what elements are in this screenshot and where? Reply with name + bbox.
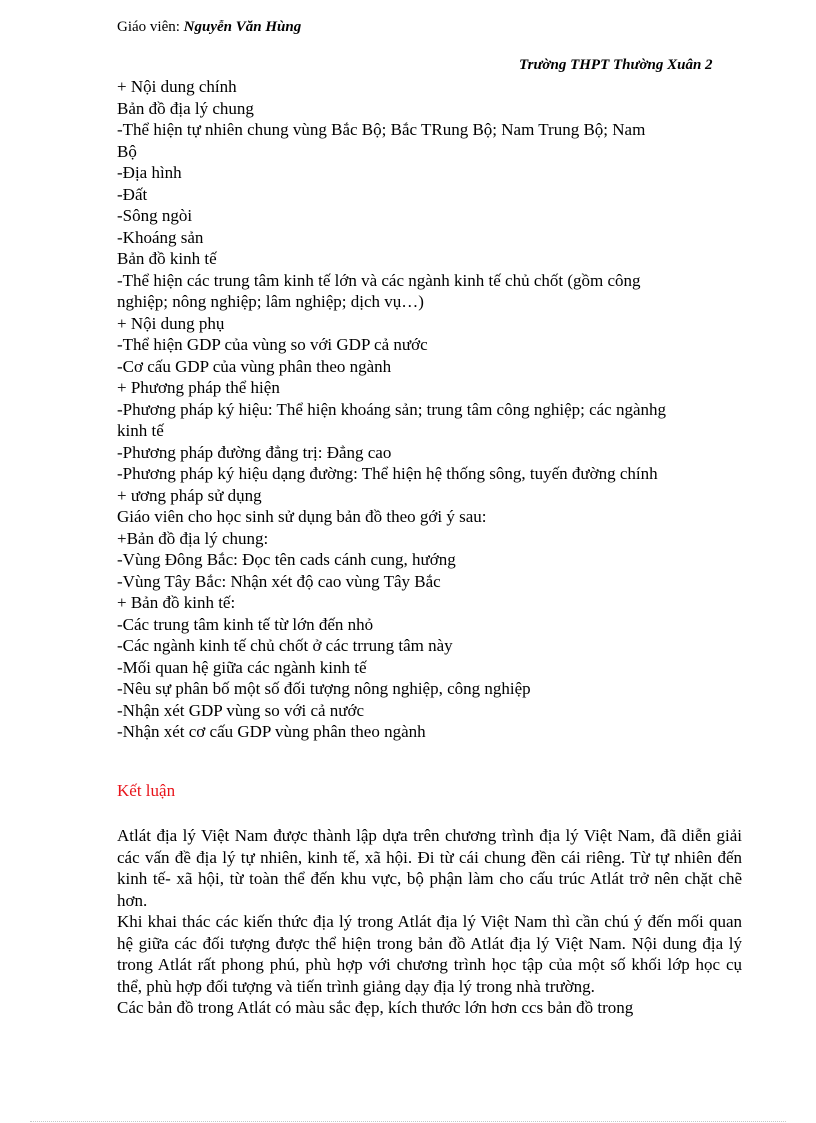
line-3: -Thể hiện tự nhiên chung vùng Bắc Bộ; Bắc TRung Bộ; Nam Trung Bộ; Nam bbox=[117, 120, 646, 139]
conclusion-paragraph-3: Các bản đồ trong Atlát có màu sắc đẹp, kích thước lớn hơn ccs bản đồ trong bbox=[117, 998, 634, 1017]
line-4: Bộ bbox=[117, 141, 137, 161]
line-15: + Phương pháp thể hiện bbox=[117, 378, 280, 397]
conclusion-paragraph-2: Khi khai thác các kiến thức địa lý trong Atlát địa lý Việt Nam thì cần chú ý đến mối quan hệ giữa các đối tượng được thể hiện trong bản đồ Atlát địa lý Việt Nam. Nội dung địa lý trong Atlát rất phong phú, phù hợp với chương trình học tập của một số khối lớp học cụ thể, phù hợp đối tượng và tiến trình giảng dạy địa lý trong nhà trường. bbox=[117, 912, 742, 996]
line-19: -Phương pháp ký hiệu dạng đường: Thể hiện hệ thống sông, tuyến đường chính bbox=[117, 464, 658, 483]
line-10: -Thể hiện các trung tâm kinh tế lớn và các ngành kinh tế chủ chốt (gồm công bbox=[117, 270, 641, 290]
line-6: -Đất bbox=[117, 184, 148, 204]
line-16: -Phương pháp ký hiệu: Thể hiện khoáng sản; trung tâm công nghiệp; các ngànhg bbox=[117, 399, 667, 419]
line-28: -Mối quan hệ giữa các ngành kinh tế bbox=[117, 657, 367, 677]
line-2: Bản đồ địa lý chung bbox=[117, 98, 254, 118]
line-31: -Nhận xét cơ cấu GDP vùng phân theo ngành bbox=[117, 722, 426, 741]
line-27: -Các ngành kinh tế chủ chốt ở các trrung tâm này bbox=[117, 636, 453, 655]
page-bottom-rule bbox=[30, 1121, 786, 1122]
line-29: -Nêu sự phân bố một số đối tượng nông nghiệp, công nghiệp bbox=[117, 679, 531, 698]
line-17: kinh tế bbox=[117, 421, 164, 440]
teacher-header bbox=[117, 19, 301, 36]
teacher-label: Giáo viên: bbox=[117, 19, 184, 35]
line-20: + ương pháp sử dụng bbox=[117, 485, 262, 505]
line-9: Bản đồ kinh tế bbox=[117, 249, 217, 268]
line-18: -Phương pháp đường đẳng trị: Đẳng cao bbox=[117, 442, 392, 462]
line-13: -Thể hiện GDP của vùng so với GDP cả nước bbox=[117, 335, 428, 354]
line-24: -Vùng Tây Bắc: Nhận xét độ cao vùng Tây Bắc bbox=[117, 571, 441, 591]
line-23: -Vùng Đông Bắc: Đọc tên cads cánh cung, hướng bbox=[117, 550, 456, 569]
line-22: +Bản đồ địa lý chung: bbox=[117, 528, 269, 548]
line-26: -Các trung tâm kinh tế từ lớn đến nhỏ bbox=[117, 614, 374, 634]
line-11: nghiệp; nông nghiệp; lâm nghiệp; dịch vụ…) bbox=[117, 292, 424, 311]
school-name: Trường THPT Thường Xuân 2 bbox=[519, 57, 713, 73]
line-25: + Bản đồ kinh tế: bbox=[117, 593, 236, 612]
line-30: -Nhận xét GDP vùng so với cả nước bbox=[117, 700, 365, 720]
line-12: + Nội dung phụ bbox=[117, 313, 225, 333]
teacher-name: Nguyễn Văn Hùng bbox=[183, 19, 302, 35]
line-1: + Nội dung chính bbox=[117, 77, 237, 96]
line-8: -Khoáng sản bbox=[117, 227, 204, 247]
line-14: -Cơ cấu GDP của vùng phân theo ngành bbox=[117, 356, 392, 376]
line-5: -Địa hình bbox=[117, 163, 182, 182]
line-7: -Sông ngòi bbox=[117, 206, 193, 225]
conclusion-heading: Kết luận bbox=[117, 780, 176, 800]
document-body bbox=[117, 76, 742, 1019]
conclusion-paragraph-1: Atlát địa lý Việt Nam được thành lập dựa trên chương trình địa lý Việt Nam, đã diễn giải các vấn đề địa lý tự nhiên, kinh tế, xã hội. Đi từ cái chung đền cái riêng. Từ tự nhiên đến kinh tế- xã hội, từ toàn thể đến khu vực, bộ phận làm cho cấu trúc Atlát trở nên chặt chẽ hơn. bbox=[117, 826, 742, 910]
line-21: Giáo viên cho học sinh sử dụng bản đồ theo gới ý sau: bbox=[117, 507, 487, 526]
